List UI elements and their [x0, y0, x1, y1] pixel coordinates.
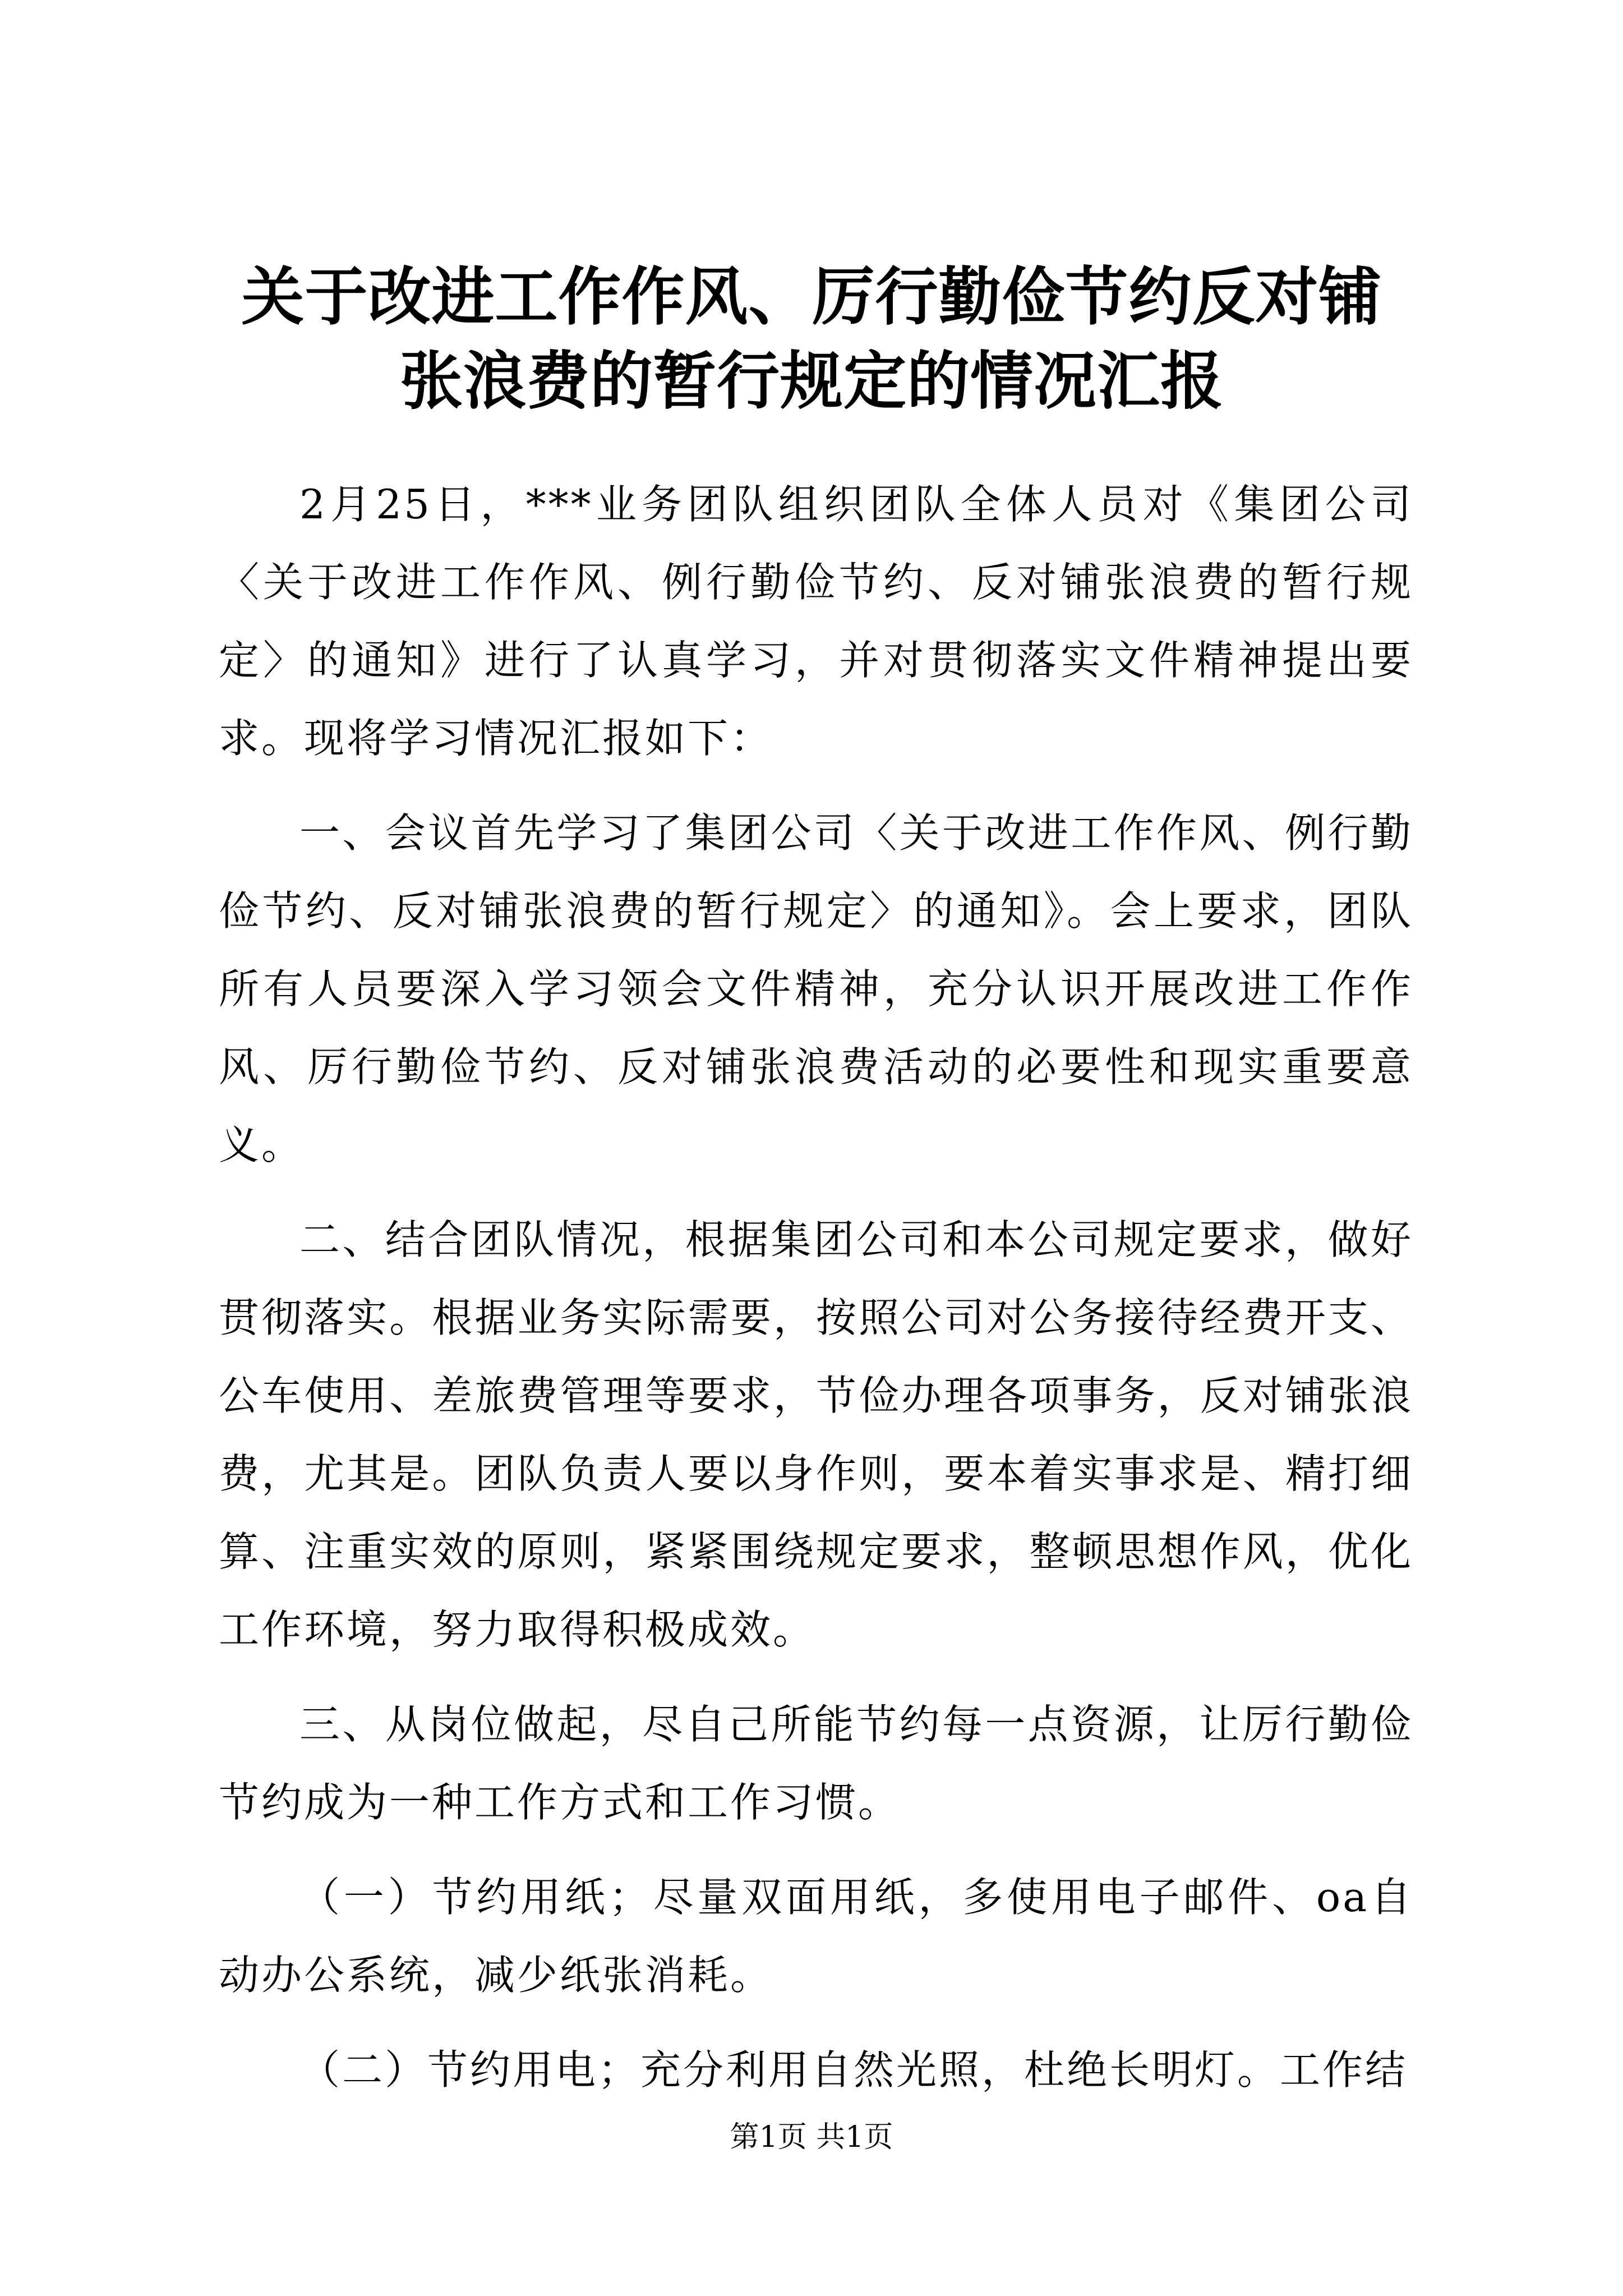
paragraph-section-three: 三、从岗位做起，尽自己所能节约每一点资源，让厉行勤俭节约成为一种工作方式和工作习惯。 [219, 1701, 1413, 1826]
document-body [219, 466, 1413, 2126]
paragraph-intro: 2月25日，***业务团队组织团队全体人员对《集团公司〈关于改进工作作风、例行勤俭节约、反对铺张浪费的暂行规定〉的通知》进行了认真学习，并对贯彻落实文件精神提出要求。现将学习情况汇报如下： [219, 481, 1413, 762]
paragraph-section-one: 一、会议首先学习了集团公司〈关于改进工作作风、例行勤俭节约、反对铺张浪费的暂行规定〉的通知》。会上要求，团队所有人员要深入学习领会文件精神，充分认识开展改进工作作风、厉行勤俭节约、反对铺张浪费活动的必要性和现实重要意义。 [219, 809, 1413, 1168]
paragraph-item-one: （一）节约用纸；尽量双面用纸，多使用电子邮件、oa自动办公系统，减少纸张消耗。 [219, 1874, 1413, 1999]
document-title: 关于改进工作作风、厉行勤俭节约反对铺张浪费的暂行规定的情况汇报 [241, 261, 1382, 418]
page-footer: 第1页 共1页 [730, 2120, 893, 2154]
paragraph-item-two: （二）节约用电；充分利用自然光照，杜绝长明灯。工作结 [299, 2046, 1408, 2093]
paragraph-section-two: 二、结合团队情况，根据集团公司和本公司规定要求，做好贯彻落实。根据业务实际需要，按照公司对公务接待经费开支、公车使用、差旅费管理等要求，节俭办理各项事务，反对铺张浪费，尤其是。团队负责人要以身作则，要本着实事求是、精打细算、注重实效的原则，紧紧围绕规定要求，整顿思想作风，优化工作环境，努力取得积极成效。 [219, 1216, 1413, 1653]
